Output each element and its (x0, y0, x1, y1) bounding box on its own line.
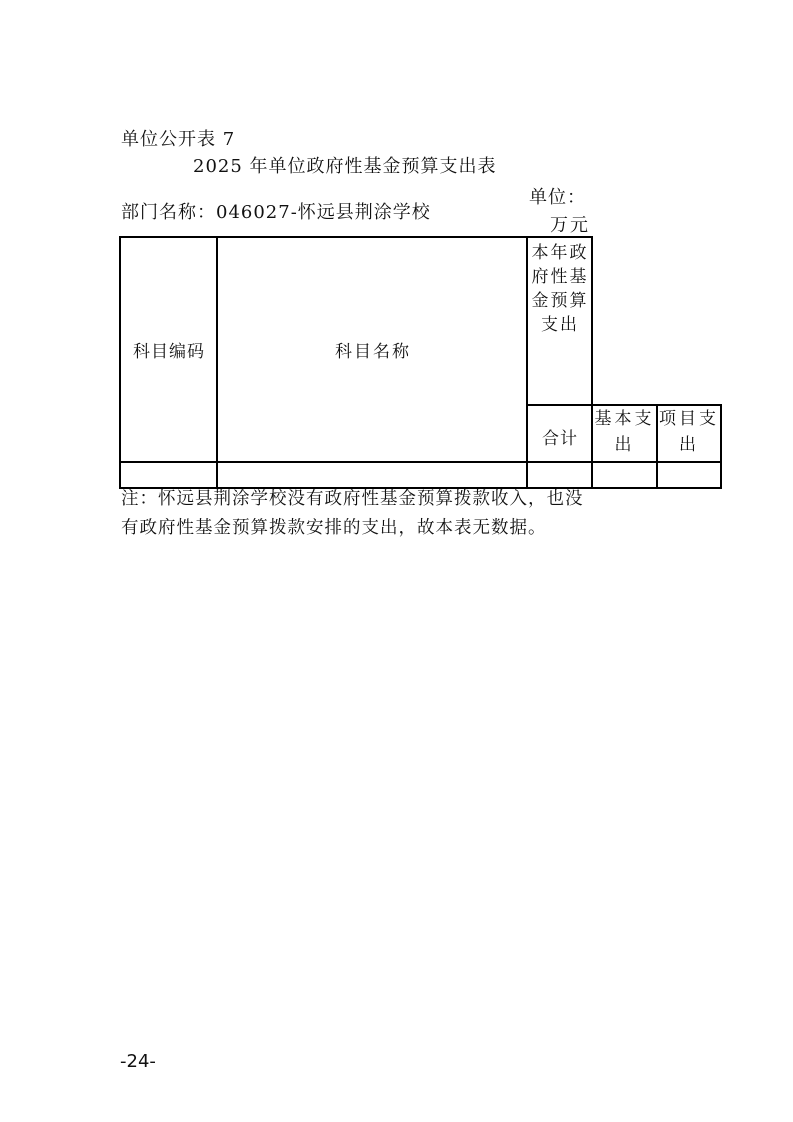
column-header-total: 合计 (542, 429, 578, 449)
unit-label: 单位： (529, 187, 586, 208)
column-header-code: 科目编码 (133, 342, 205, 362)
page-number: -24- (120, 1051, 156, 1072)
table-border-left (119, 236, 121, 489)
column-header-gov-fund: 本年政府性基金预算支出 (531, 243, 589, 335)
column-header-project: 项目支出 (659, 409, 719, 455)
table-row-divider (119, 461, 722, 463)
unit-value: 万元 (550, 215, 590, 236)
table-border-top (119, 236, 593, 238)
department-name: 部门名称：046027-怀远县荆涂学校 (121, 202, 431, 223)
page-title: 2025 年单位政府性基金预算支出表 (193, 156, 497, 177)
footnote: 注：怀远县荆涂学校没有政府性基金预算拨款收入，也没有政府性基金预算拨款安排的支出，故本表无数据。 (121, 489, 584, 538)
table-col-divider (216, 236, 218, 489)
table-label: 单位公开表 7 (121, 129, 236, 150)
column-header-name: 科目名称 (335, 342, 411, 362)
column-header-basic: 基本支出 (594, 409, 655, 455)
